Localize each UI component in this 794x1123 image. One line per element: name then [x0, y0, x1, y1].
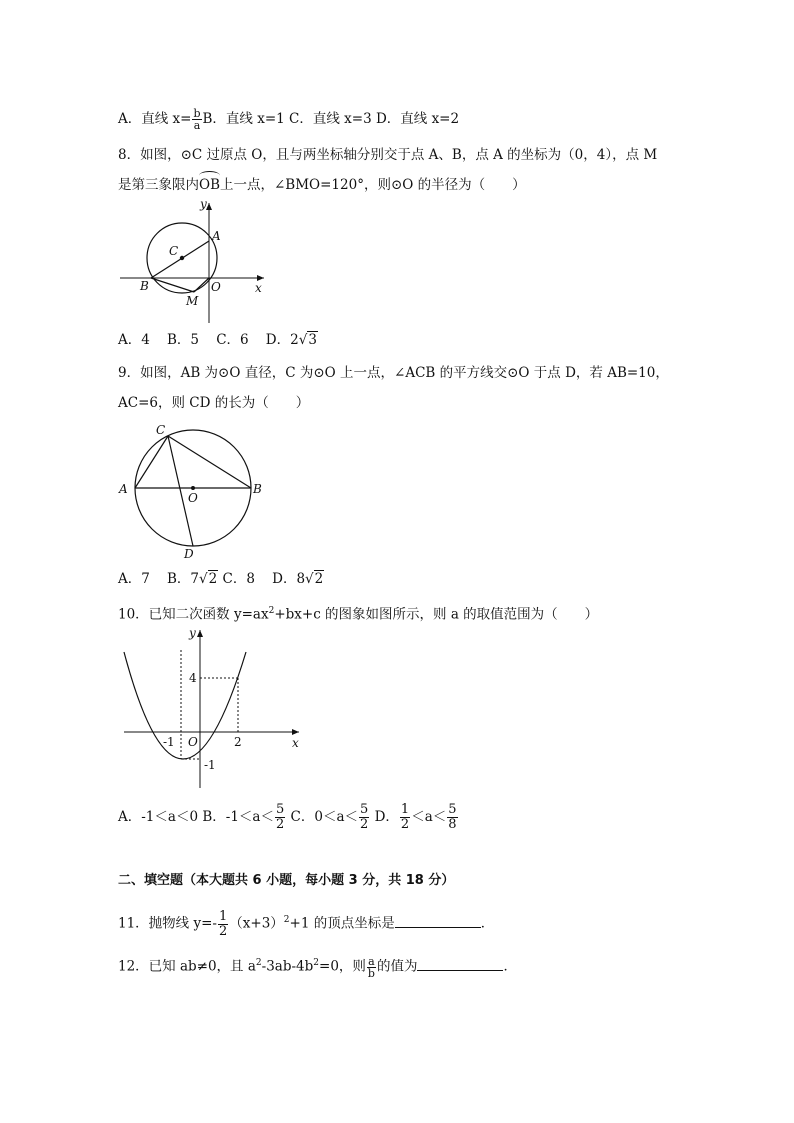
q10-d1-den: 2	[400, 817, 410, 832]
q12-mid2: =0，则	[319, 958, 366, 975]
q12-sup2: 2	[313, 958, 320, 968]
q9-option-c: C．8	[222, 571, 255, 587]
q10-label-neg1-x: -1	[163, 735, 175, 749]
q10-label-o: O	[188, 735, 198, 749]
q9-figure	[116, 420, 271, 565]
q10-figure	[116, 622, 306, 790]
q7-option-a-text: A．直线 x=	[118, 111, 192, 127]
q10-option-d-frac2	[447, 803, 457, 832]
q12-sup1: 2	[255, 958, 262, 968]
q12-frac	[367, 956, 376, 979]
q8-stem-line2	[118, 176, 526, 194]
q10-stem-sup: 2	[268, 606, 275, 616]
q8-line2-post: 上一点，∠BMO=120°，则⊙O 的半径为（ ）	[220, 177, 526, 193]
q12-stem	[118, 950, 517, 980]
q7-options	[118, 108, 459, 131]
q8-segment-bm	[151, 278, 194, 292]
q10-stem-pre: 10．已知二次函数 y=ax	[118, 606, 269, 623]
q8-arc-ob: OB	[199, 177, 220, 193]
section2-title: 二、填空题（本大题共 6 小题，每小题 3 分，共 18 分）	[118, 873, 455, 888]
q10-option-a: A．-1＜a＜0	[118, 809, 199, 825]
q10-options	[118, 803, 459, 832]
q7-frac-den: a	[193, 119, 201, 132]
q9-label-o: O	[188, 491, 198, 505]
q9-label-b: B	[253, 482, 262, 496]
q10-label-2: 2	[234, 735, 242, 749]
q12-post: 的值为	[376, 958, 418, 975]
q11-stem	[118, 907, 494, 939]
q8-label-b: B	[140, 279, 149, 293]
q9-options	[118, 570, 324, 588]
q9-option-d-sqrt: √2	[305, 571, 324, 587]
q8-option-a: A．4	[118, 332, 150, 348]
q9-label-c: C	[156, 423, 166, 437]
q8-label-c: C	[169, 244, 179, 258]
q10-d1-num: 1	[400, 802, 410, 817]
q8-center-dot	[180, 256, 184, 260]
q12-pre: 12．已知 ab≠0，且 a	[118, 958, 256, 975]
q11-num: 1	[218, 908, 228, 924]
q10-d2-num: 5	[448, 802, 457, 817]
q8-option-d: D．2	[265, 332, 299, 348]
q10-option-c-frac	[359, 803, 369, 832]
q8-option-d-radicand: 3	[308, 332, 317, 348]
q10-stem	[118, 602, 598, 624]
q7-frac-num: b	[193, 107, 201, 120]
q9-label-a: A	[119, 482, 128, 496]
q9-option-a: A．7	[118, 571, 150, 587]
q10-option-c: C．0＜a＜	[290, 809, 359, 825]
q10-option-d-frac1	[400, 803, 410, 832]
q8-figure	[116, 195, 271, 325]
q10-y-arrow	[197, 630, 203, 637]
q8-segment-mo	[194, 278, 209, 292]
q8-option-c: C．6	[216, 332, 249, 348]
q8-option-d-sqrt: √3	[298, 332, 317, 348]
q12-den: b	[367, 966, 375, 980]
q9-option-d-radicand: 2	[314, 571, 324, 587]
q12-end: ．	[503, 958, 517, 975]
q10-option-b: B．-1＜a＜	[202, 809, 274, 825]
q11-sup: 2	[283, 915, 290, 925]
q8-y-arrow	[206, 203, 212, 210]
q10-d2-den: 8	[448, 817, 457, 832]
q11-answer-blank[interactable]	[395, 927, 481, 928]
q8-stem-line1: 8．如图，⊙C 过原点 O，且与两坐标轴分别交于点 A、B，点 A 的坐标为（0，4），点 M	[118, 147, 658, 163]
q11-frac	[218, 910, 228, 939]
q10-c-num: 5	[360, 802, 369, 817]
q9-option-b: B．7	[167, 571, 200, 587]
q8-chord-ba	[151, 241, 209, 278]
q10-label-y: y	[189, 626, 196, 640]
q9-stem-line2: AC=6，则 CD 的长为（ ）	[118, 395, 310, 411]
q8-label-x: x	[255, 281, 262, 295]
q8-label-a: A	[212, 229, 221, 243]
q9-label-d: D	[184, 547, 194, 561]
q8-options	[118, 331, 318, 349]
q7-fraction	[192, 108, 201, 131]
q9-segment-cb	[168, 436, 251, 488]
q10-option-d: D．	[374, 809, 399, 825]
q9-option-b-sqrt: √2	[199, 571, 218, 587]
q10-option-d-mid: ＜a＜	[411, 809, 447, 825]
q10-option-b-frac	[275, 803, 285, 832]
q11-mid: （x+3）	[229, 915, 284, 932]
q11-post: +1 的顶点坐标是	[289, 915, 395, 932]
q9-option-d: D．8	[272, 571, 306, 587]
q9-option-b-radicand: 2	[208, 571, 218, 587]
q10-c-den: 2	[360, 817, 369, 832]
q10-label-neg1-y: -1	[204, 758, 216, 772]
q8-label-o: O	[211, 280, 221, 294]
q9-stem-line1: 9．如图，AB 为⊙O 直径，C 为⊙O 上一点，∠ACB 的平方线交⊙O 于点 D，若 AB=10，	[118, 365, 669, 381]
q9-segment-ac	[135, 436, 168, 488]
q10-label-4: 4	[189, 671, 197, 685]
q10-b-den: 2	[275, 817, 285, 832]
q10-x-arrow	[292, 729, 299, 735]
q8-line2-pre: 是第三象限内	[118, 177, 199, 193]
q7-options-rest: B．直线 x=1 C．直线 x=3 D．直线 x=2	[202, 111, 460, 127]
q10-stem-post: +bx+c 的图象如图所示，则 a 的取值范围为（ ）	[274, 606, 599, 623]
q12-num: a	[368, 954, 375, 968]
q9-center-dot	[191, 486, 195, 490]
q11-den: 2	[218, 923, 228, 939]
q12-mid: -3ab-4b	[261, 958, 314, 975]
q12-answer-blank[interactable]	[417, 970, 503, 971]
q8-label-m: M	[186, 294, 199, 308]
q8-option-b: B．5	[167, 332, 200, 348]
q11-pre: 11．抛物线 y=-	[118, 915, 217, 932]
q10-parabola	[124, 652, 246, 759]
q8-label-y: y	[200, 197, 207, 211]
q10-label-x: x	[292, 736, 299, 750]
q11-end: ．	[480, 915, 495, 932]
q10-b-num: 5	[275, 802, 285, 817]
